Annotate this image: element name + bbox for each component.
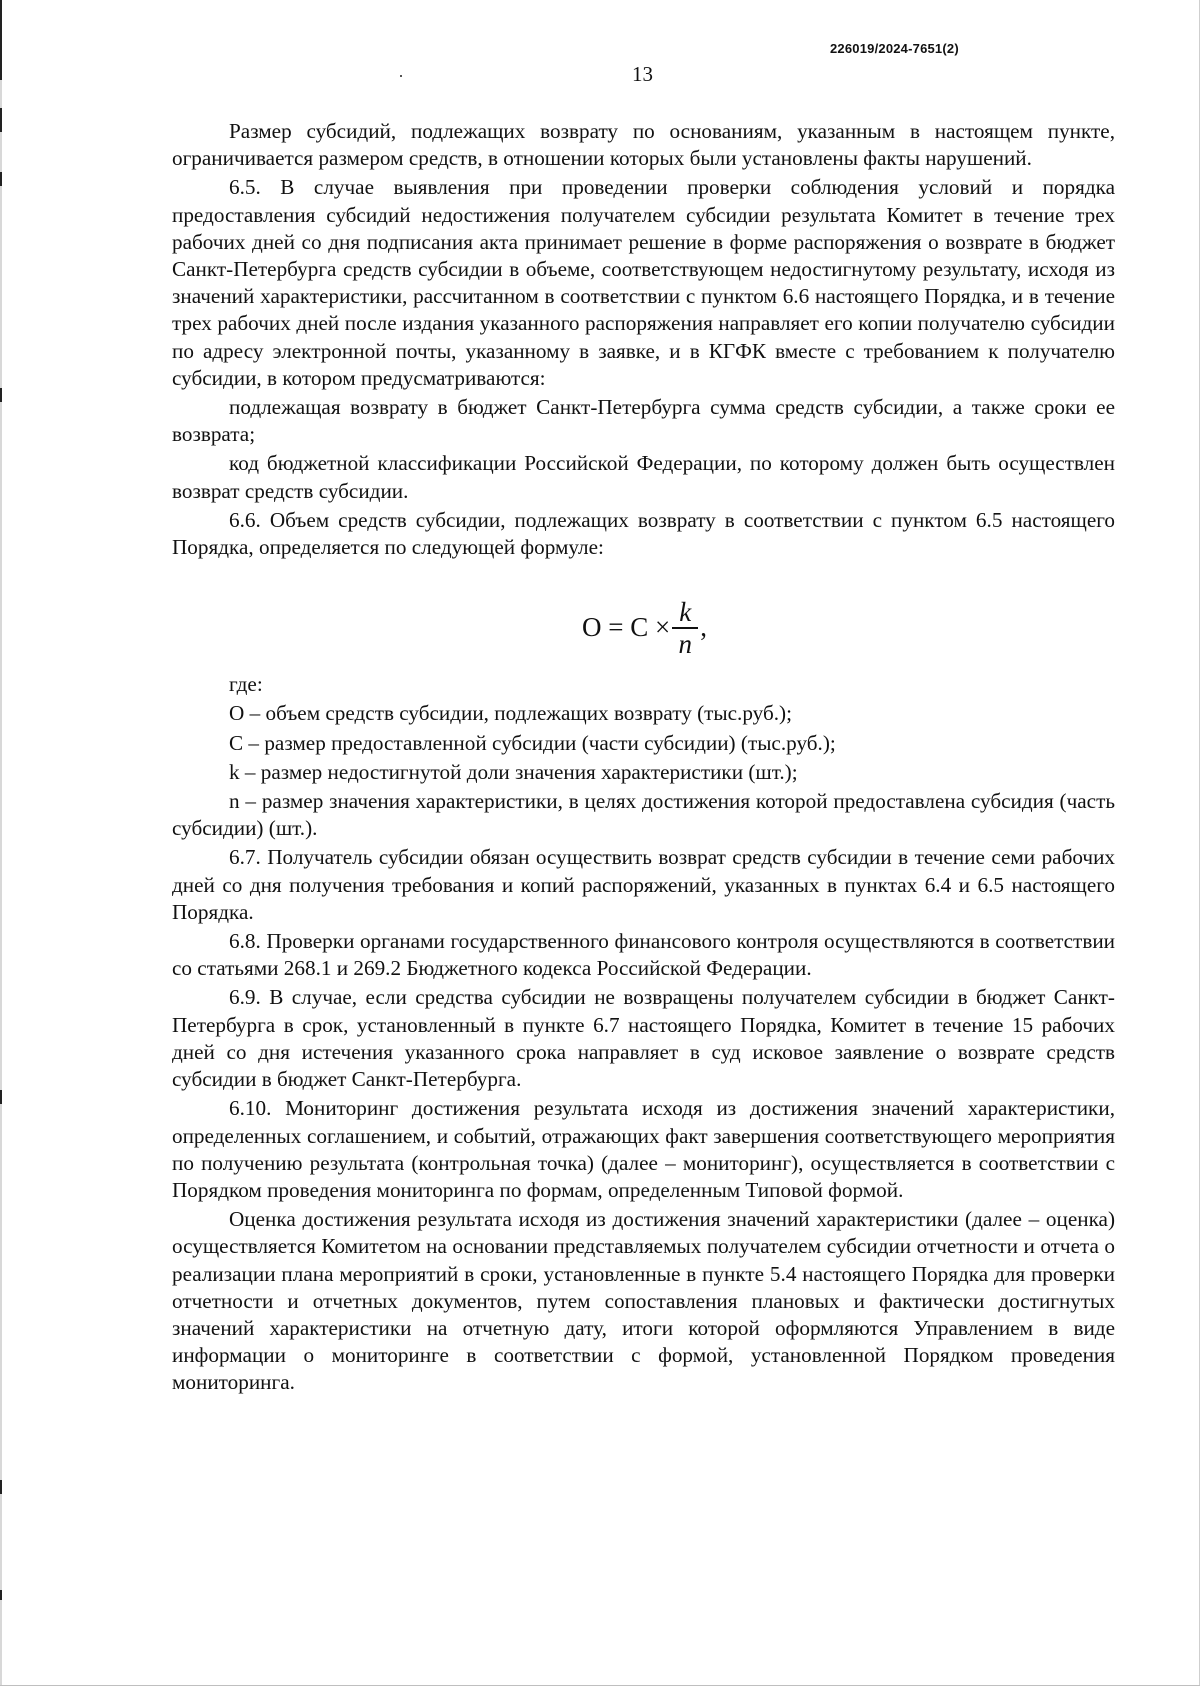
paragraph-refund-limit: Размер субсидий, подлежащих возврату по основаниям, указанным в настоящем пункте, ограничивается размером средств, в отношении которых были установлены факты нарушений. bbox=[172, 119, 1115, 171]
formula-denominator: n bbox=[678, 628, 692, 659]
definition-c: С – размер предоставленной субсидии (части субсидии) (тыс.руб.); bbox=[229, 730, 836, 755]
document-body bbox=[172, 118, 1115, 1397]
scan-mark bbox=[0, 388, 2, 402]
formula-trail: , bbox=[700, 612, 707, 643]
formula-lhs: O = C × bbox=[582, 612, 671, 643]
paragraph-6-5: 6.5. В случае выявления при проведении проверки соблюдения условий и порядка предоставления субсидий недостижения получателем субсидии результата Комитет в течение трех рабочих дней со дня подписания акта принимает решение в форме распоряжения о возврате в бюджет Санкт-Петербурга средств субсидии в объеме, соответствующем недостигнутому результату, исходя из значений характеристики, рассчитанном в соответствии с пунктом 6.6 настоящего Порядка, и в течение трех рабочих дней после издания указанного распоряжения направляет его копии получателю субсидии по адресу электронной почты, указанному в заявке, и в КГФК вместе с требованием к получателю субсидии, в котором предусматриваются: bbox=[172, 175, 1115, 390]
definition-k: k – размер недостигнутой доли значения характеристики (шт.); bbox=[229, 759, 798, 784]
scan-mark bbox=[0, 0, 2, 80]
scan-dot bbox=[400, 75, 402, 77]
definition-n: n – размер значения характеристики, в целях достижения которой предоставлена субсидия (часть субсидии) (шт.). bbox=[172, 789, 1115, 841]
scan-edge-left bbox=[0, 0, 2, 1686]
scan-mark bbox=[0, 1480, 2, 1494]
definition-o: О – объем средств субсидии, подлежащих возврату (тыс.руб.); bbox=[229, 701, 792, 726]
formula-fraction bbox=[672, 597, 698, 659]
scan-mark bbox=[0, 1590, 2, 1600]
paragraph-6-8: 6.8. Проверки органами государственного финансового контроля осуществляются в соответствии со статьями 268.1 и 269.2 Бюджетного кодекса Российской Федерации. bbox=[172, 929, 1115, 981]
paragraph-6-7: 6.7. Получатель субсидии обязан осуществить возврат средств субсидии в течение семи рабочих дней со дня получения требования и копий распоряжений, указанных в пунктах 6.4 и 6.5 настоящего Порядка. bbox=[172, 845, 1115, 924]
page-number: 13 bbox=[632, 62, 653, 86]
formula-numerator: k bbox=[679, 597, 692, 628]
formula-expression bbox=[582, 597, 707, 659]
document-id: 226019/2024-7651(2) bbox=[830, 41, 959, 56]
refund-formula bbox=[172, 563, 1115, 671]
paragraph-refund-amount: подлежащая возврату в бюджет Санкт-Петербурга сумма средств субсидии, а также сроки ее возврата; bbox=[172, 395, 1115, 447]
paragraph-6-9: 6.9. В случае, если средства субсидии не возвращены получателем субсидии в бюджет Санкт-Петербурга в срок, установленный в пункте 6.7 настоящего Порядка, Комитет в течение 15 рабочих дней со дня истечения указанного срока направляет в суд исковое заявление о возврате средств субсидии в бюджет Санкт-Петербурга. bbox=[172, 985, 1115, 1092]
paragraph-evaluation: Оценка достижения результата исходя из достижения значений характеристики (далее – оценка) осуществляется Комитетом на основании представляемых получателем субсидии отчетности и отчета о реализации плана мероприятий в сроки, установленные в пункте 5.4 настоящего Порядка для проверки отчетности и отчетных документов, путем сопоставления плановых и фактически достигнутых значений характеристики на отчетную дату, итоги которой оформляются Управлением в виде информации о мониторинге в соответствии с формой, установленной Порядком проведения мониторинга. bbox=[172, 1207, 1115, 1395]
definitions-where: где: bbox=[229, 672, 263, 697]
scan-mark bbox=[0, 172, 2, 186]
paragraph-budget-code: код бюджетной классификации Российской Федерации, по которому должен быть осуществлен возврат средств субсидии. bbox=[172, 451, 1115, 503]
scan-mark bbox=[0, 1090, 2, 1104]
paragraph-6-6: 6.6. Объем средств субсидии, подлежащих возврату в соответствии с пунктом 6.5 настоящего Порядка, определяется по следующей формуле: bbox=[172, 507, 1115, 560]
paragraph-6-10: 6.10. Мониторинг достижения результата исходя из достижения значений характеристики, определенных соглашением, и событий, отражающих факт завершения соответствующего мероприятия по получению результата (контрольная точка) (далее – мониторинг), осуществляется в соответствии с Порядком проведения мониторинга по формам, определенным Типовой формой. bbox=[172, 1096, 1115, 1202]
scan-mark bbox=[0, 108, 2, 132]
